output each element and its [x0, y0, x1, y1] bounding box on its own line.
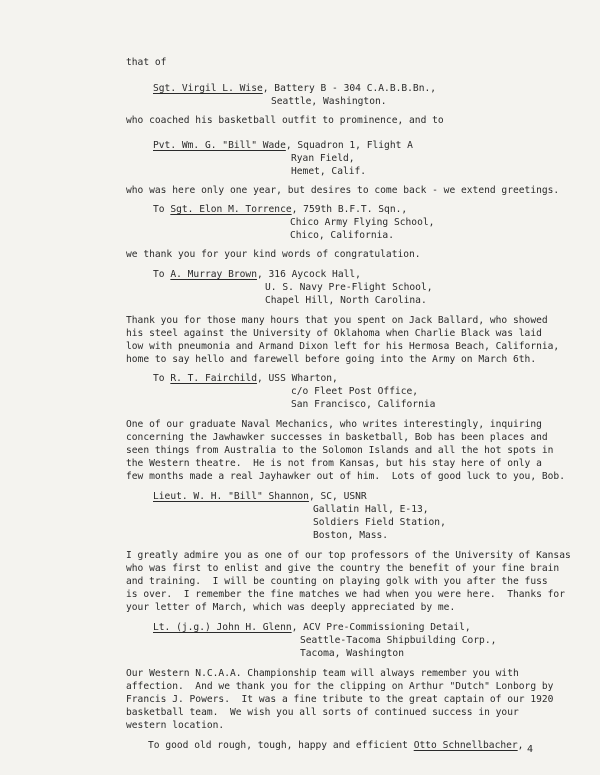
paragraph-line: his steel against the University of Oklahoma when Charlie Black was laid: [126, 328, 542, 339]
recipient-name: Otto Schnellbacher: [413, 740, 518, 751]
address-line: Ryan Field,: [291, 153, 355, 164]
paragraph-line: basketball team. We wish you all sorts of continued success in your: [126, 707, 519, 718]
paragraph-line: I greatly admire you as one of our top professors of the University of Kansas: [126, 550, 571, 561]
address-line: U. S. Navy Pre-Flight School,: [265, 282, 433, 293]
address-line: Hemet, Calif.: [291, 166, 367, 177]
recipient-name: Sgt. Elon M. Torrence: [170, 204, 292, 215]
paragraph-line: the Western theatre. He is not from Kansas, but his stay here of only a: [126, 458, 542, 469]
paragraph-line: Thank you for those many hours that you spent on Jack Ballard, who showed: [126, 315, 548, 326]
recipient-name: Pvt. Wm. G. "Bill" Wade: [153, 140, 286, 151]
paragraph-line: Francis J. Powers. It was a fine tribute to the great captain of our 1920: [126, 694, 554, 705]
address-line: Chico, California.: [290, 230, 394, 241]
address-line: San Francisco, California: [291, 399, 436, 410]
address-line: To A. Murray Brown, 316 Aycock Hall,: [153, 269, 361, 280]
address-line: Tacoma, Washington: [300, 648, 404, 659]
paragraph-line: concerning the Jawhawker successes in basketball, Bob has been places and: [126, 432, 548, 443]
address-line: c/o Fleet Post Office,: [291, 386, 419, 397]
paragraph-line: low with pneumonia and Armand Dixon left for his Hermosa Beach, California,: [126, 341, 560, 352]
paragraph-line: home to say hello and farewell before going into the Army on March 6th.: [126, 354, 537, 365]
paragraph-line: who was first to enlist and give the country the benefit of your fine brain: [126, 563, 560, 574]
recipient-name: Lt. (j.g.) John H. Glenn: [153, 622, 292, 633]
address-line: Chapel Hill, North Carolina.: [265, 295, 427, 306]
recipient-name: Lieut. W. H. "Bill" Shannon: [153, 491, 309, 502]
paragraph-line: affection. And we thank you for the clipping on Arthur "Dutch" Lonborg by: [126, 681, 554, 692]
paragraph-line: and training. I will be counting on playing golk with you after the fuss: [126, 576, 548, 587]
text-line: who coached his basketball outfit to prominence, and to: [126, 115, 444, 126]
recipient-name: Sgt. Virgil L. Wise: [153, 83, 263, 94]
text-line: who was here only one year, but desires to come back - we extend greetings.: [126, 185, 560, 196]
recipient-name: R. T. Fairchild: [170, 373, 257, 384]
address-line: Boston, Mass.: [313, 530, 389, 541]
paragraph-line: western location.: [126, 720, 225, 731]
address-line: Chico Army Flying School,: [290, 217, 435, 228]
text-line: that of: [126, 57, 167, 68]
address-line: Lieut. W. H. "Bill" Shannon, SC, USNR: [153, 491, 367, 502]
text-line: To good old rough, tough, happy and efficient Otto Schnellbacher,: [148, 740, 524, 751]
paragraph-line: One of our graduate Naval Mechanics, who writes interestingly, inquiring: [126, 419, 542, 430]
address-line: Seattle, Washington.: [271, 96, 387, 107]
paragraph-line: is over. I remember the fine matches we had when you were here. Thanks for: [126, 589, 565, 600]
page-number: 4: [527, 744, 534, 755]
paragraph-line: your letter of March, which was deeply appreciated by me.: [126, 602, 456, 613]
address-line: Gallatin Hall, E-13,: [313, 504, 429, 515]
address-line: Sgt. Virgil L. Wise, Battery B - 304 C.A.B.B.Bn.,: [153, 83, 437, 94]
address-line: To Sgt. Elon M. Torrence, 759th B.F.T. Sqn.,: [153, 204, 408, 215]
address-line: To R. T. Fairchild, USS Wharton,: [153, 373, 338, 384]
address-line: Lt. (j.g.) John H. Glenn, ACV Pre-Commissioning Detail,: [153, 622, 471, 633]
recipient-name: A. Murray Brown: [170, 269, 257, 280]
address-line: Pvt. Wm. G. "Bill" Wade, Squadron 1, Flight A: [153, 140, 413, 151]
address-line: Soldiers Field Station,: [313, 517, 446, 528]
paragraph-line: few months made a real Jayhawker out of him. Lots of good luck to you, Bob.: [126, 471, 565, 482]
paragraph-line: seen things from Australia to the Solomon Islands and all the hot spots in: [126, 445, 554, 456]
text-line: we thank you for your kind words of congratulation.: [126, 249, 421, 260]
address-line: Seattle-Tacoma Shipbuilding Corp.,: [300, 635, 497, 646]
paragraph-line: Our Western N.C.A.A. Championship team will always remember you with: [126, 668, 519, 679]
